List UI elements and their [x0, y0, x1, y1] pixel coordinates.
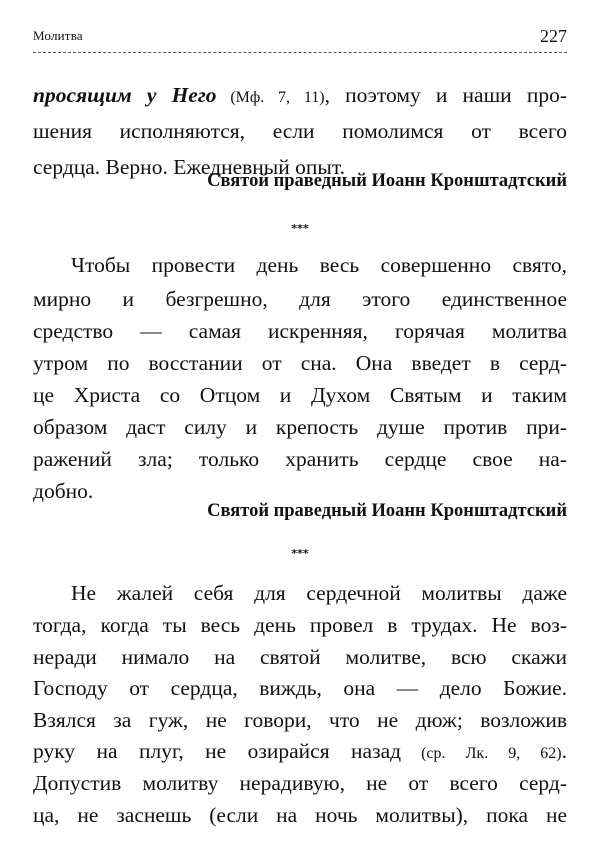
scripture-reference: (ср. Лк. 9, 62)	[401, 745, 562, 762]
page-number: 227	[540, 26, 567, 46]
text-line: Господу от сердца, виждь, она — дело Божие.	[33, 676, 567, 700]
text-line: утром по восстании от сна. Она введет в серд-	[33, 351, 567, 375]
text-line: це Христа со Отцом и Духом Святым и таким	[33, 383, 567, 407]
text-line: мирно и безгрешно, для этого единственное	[33, 287, 567, 311]
text-line: средство — самая искренняя, горячая молитва	[33, 319, 567, 343]
emphasized-quote: просящим у Него	[33, 83, 217, 107]
author-attribution: Святой праведный Иоанн Кронштадтский	[207, 171, 567, 191]
text-line: Не жалей себя для сердечной молитвы даже	[71, 581, 567, 605]
text-line: сердца. Верно. Ежедневный опыт.	[33, 155, 345, 179]
running-head	[33, 26, 567, 48]
book-page	[33, 0, 567, 853]
line-text: .	[561, 739, 567, 763]
text-line: ца, не заснешь (если на ночь молитвы), пока не	[33, 803, 567, 827]
text-line: образом даст силу и крепость душе против при-	[33, 415, 567, 439]
text-line: Допустив молитву нерадивую, не от всего серд-	[33, 771, 567, 795]
section-separator: ***	[291, 547, 309, 560]
text-line: Чтобы провести день весь совершенно свято,	[71, 253, 567, 277]
scripture-reference: (Мф. 7, 11)	[216, 89, 325, 106]
text-line: неради нимало на святой молитве, всю скажи	[33, 645, 567, 669]
section-separator: ***	[291, 222, 309, 235]
text-line: ражений зла; только хранить сердце свое на-	[33, 447, 567, 471]
author-attribution: Святой праведный Иоанн Кронштадтский	[207, 501, 567, 521]
header-rule	[33, 52, 567, 53]
text-line: добно.	[33, 479, 94, 503]
line-text: , поэтому и наши про-	[324, 83, 568, 107]
text-line	[33, 736, 567, 769]
text-line: Взялся за гуж, не говори, что не дюж; возложив	[33, 708, 567, 732]
text-line: тогда, когда ты весь день провел в трудах. Не воз-	[33, 613, 567, 637]
text-line	[33, 80, 567, 113]
line-text: руку на плуг, не озирайся назад	[33, 739, 402, 763]
text-line: шения исполняются, если помолимся от всего	[33, 119, 567, 143]
running-title: Молитва	[33, 28, 83, 43]
